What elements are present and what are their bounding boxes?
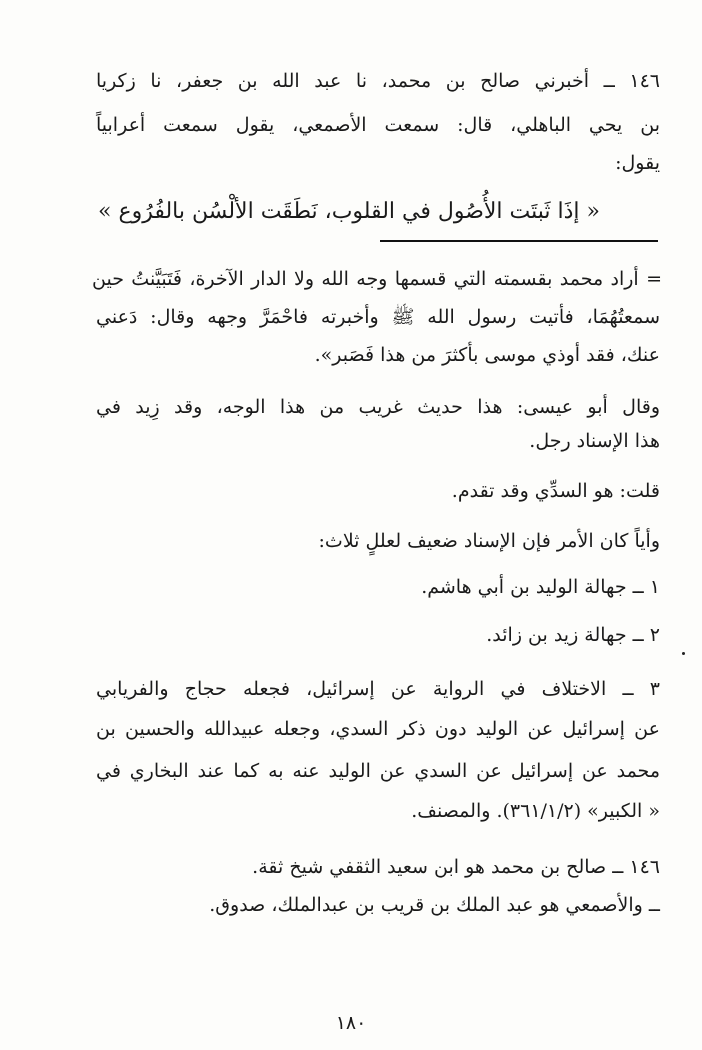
footnote-continuation-2: سمعتُهُمَا، فأتيت رسول الله ﷺ وأخبرته فاحْمَرَّ وجهه وقال: دَعني (96, 306, 660, 328)
illa-3-line-4: « الكبير» (٣٦١/١/٢). والمصنف. (411, 800, 660, 822)
illa-2: ٢ ــ جهالة زيد بن زائد. (486, 624, 660, 646)
illa-1: ١ ــ جهالة الوليد بن أبي هاشم. (421, 576, 660, 598)
hadith-quote: « إذَا ثَبتَت الأُصُول في القلوب، نَطَقَت الألْسُن بالفُرُوع » (97, 199, 600, 224)
stray-mark (682, 652, 685, 655)
note-146-line-2: ــ والأصمعي هو عبد الملك بن قريب بن عبدالملك، صدوق. (209, 894, 660, 916)
main-line-3: يقول: (615, 152, 660, 174)
abu-isa-line-2: هذا الإسناد رجل. (529, 430, 660, 452)
abu-isa-line-1: وقال أبو عيسى: هذا حديث غريب من هذا الوجه، وقد زِيد في (96, 396, 660, 418)
footnote-continuation-1: = أراد محمد بقسمته التي قسمها وجه الله ولا الدار الآخرة، فَتَبَيَّنتُ حين (92, 268, 662, 290)
main-line-1: ١٤٦ ــ أخبرني صالح بن محمد، نا عبد الله بن جعفر، نا زكريا (96, 70, 660, 92)
qultu-line: قلت: هو السدِّي وقد تقدم. (451, 480, 660, 502)
main-line-2: بن يحي الباهلي، قال: سمعت الأصمعي، يقول سمعت أعرابياً (96, 114, 660, 136)
note-146-line-1: ١٤٦ ــ صالح بن محمد هو ابن سعيد الثقفي شيخ ثقة. (252, 856, 660, 878)
illa-3-line-3: محمد عن إسرائيل عن السدي عن الوليد عنه به كما عند البخاري في (96, 760, 660, 782)
illa-3-line-1: ٣ ــ الاختلاف في الرواية عن إسرائيل، فجعله حجاج والفريابي (96, 678, 660, 700)
page-number: ١٨٠ (335, 1012, 367, 1034)
illal-intro: وأياً كان الأمر فإن الإسناد ضعيف لعللٍ ثلاث: (318, 530, 660, 552)
footnote-separator (380, 240, 658, 242)
illa-3-line-2: عن إسرائيل عن الوليد دون ذكر السدي، وجعله عبيدالله والحسين بن (96, 718, 660, 740)
footnote-continuation-3: عنك، فقد أوذي موسى بأكثرَ من هذا فَصَبر». (314, 344, 660, 366)
